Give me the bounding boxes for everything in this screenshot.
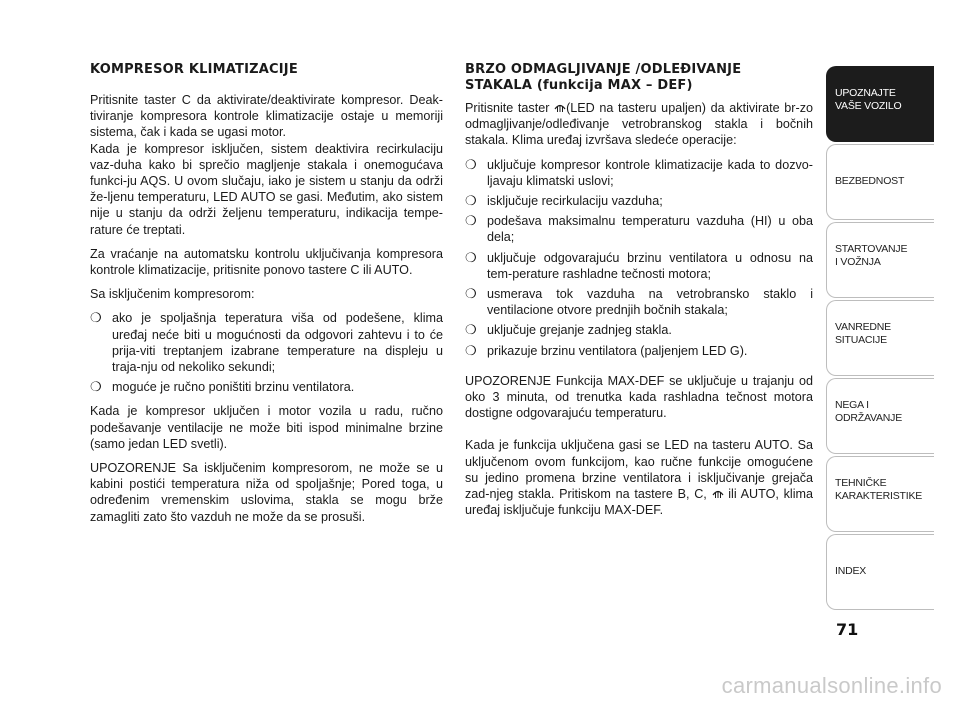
page-number: 71 (836, 620, 859, 639)
bullet-icon: ❍ (465, 156, 477, 172)
tab-vanredne-situacije[interactable]: VANREDNE SITUACIJE (826, 300, 934, 376)
list-item: ❍ ako je spoljašnja teperatura viša od podešene, klima uređaj neće biti u mogućnosti da odgovori zahtevu i to će prija-viti treptanjem izabrane temperature na displeju u traja-nju od nekoliko sekundi; (90, 310, 443, 375)
right-column (465, 62, 813, 526)
paragraph: Kada je kompresor uključen i motor vozila u radu, ručno podešavanje ventilacije ne može biti ispod minimalne brzine (samo jedan LED svetli). (90, 404, 443, 451)
paragraph: Pritisnite taster (LED na tasteru upaljen) da aktivirate br-zo odmagljivanje/odleđivanje vetrobranskog stakla i bočnih stakala. Klima uređaj izvršava sledeće operacije: (465, 101, 813, 148)
paragraph: Pritisnite taster C da aktivirate/deaktivirate kompresor. Deak-tiviranje kompresora kontrole klimatizacije ostaje u memoriji sistema, čak i kada se ugasi motor. (90, 93, 443, 140)
bullet-icon: ❍ (465, 193, 477, 209)
list-item: ❍ isključuje recirkulaciju vazduha; (465, 193, 663, 209)
warning-paragraph: UPOZORENJE Funkcija MAX-DEF se uključuje u trajanju od oko 3 minuta, od trenutka kada rashladna tečnost motora dostigne odgovarajuću temperaturu. (465, 373, 813, 421)
bullet-icon: ❍ (90, 310, 102, 326)
list-item: ❍ prikazuje brzinu ventilatora (paljenjem LED G). (465, 342, 748, 358)
list-item: ❍ uključuje grejanje zadnjeg stakla. (465, 322, 672, 338)
paragraph: Kada je kompresor isključen, sistem deaktivira recirkulaciju vaz-duha kako bi sprečio magljenje stakala i onemogućava funkci-ju AQS. U ovom slučaju, iako je sistem u stanju da održi že-ljenu temperaturu, LED AUTO se gasi. Međutim, ako sistem nije u stanju da održi željenu temperaturu, indikacija tempe-rature će treptati. (90, 141, 443, 237)
section-heading-compressor: KOMPRESOR KLIMATIZACIJE (90, 62, 298, 77)
section-heading-max-def: BRZO ODMAGLJIVANJE /ODLEĐIVANJE STAKALA (funkcija MAX – DEF) (465, 62, 742, 93)
paragraph: Sa isključenim kompresorom: (90, 287, 255, 302)
left-column (90, 62, 443, 533)
tab-index[interactable]: INDEX (826, 534, 934, 610)
windshield-defrost-icon (712, 487, 724, 499)
bullet-icon: ❍ (465, 213, 477, 229)
bullet-icon: ❍ (465, 249, 477, 265)
bullet-icon: ❍ (465, 322, 477, 338)
bullet-icon: ❍ (465, 286, 477, 302)
tab-nega-i-odrzavanje[interactable]: NEGA I ODRŽAVANJE (826, 378, 934, 454)
list-item: ❍ podešava maksimalnu temperaturu vazduha (HI) u oba dela; (465, 213, 813, 245)
tab-bezbednost[interactable]: BEZBEDNOST (826, 144, 934, 220)
watermark: carmanualsonline.info (721, 673, 942, 698)
bullet-list (90, 310, 443, 395)
windshield-defrost-icon (554, 101, 566, 113)
bullet-list (465, 157, 813, 359)
tab-upoznajte-vase-vozilo[interactable]: UPOZNAJTE VAŠE VOZILO (826, 66, 934, 142)
paragraph: Kada je funkcija uključena gasi se LED na tasteru AUTO. Sa uključenom ovom funkcijom, kao ručne funkcije omogućene su jedino promena brzine ventilatora i isključivanje grejača zad-njeg stakla. Pritiskom na tastere B, C, ili AUTO, klima uređaj isključuje funkciju MAX-DEF. (465, 438, 814, 518)
tab-tehnicke-karakteristike[interactable]: TEHNIČKE KARAKTERISTIKE (826, 456, 934, 532)
list-item: ❍ moguće je ručno poništiti brzinu ventilatora. (90, 379, 355, 395)
chapter-tabs (826, 66, 934, 612)
paragraph: Za vraćanje na automatsku kontrolu uključivanja kompresora kontrole klimatizacije, pritisnite ponovo tastere C ili AUTO. (90, 246, 443, 278)
bullet-icon: ❍ (90, 379, 102, 395)
list-item: ❍ uključuje kompresor kontrole klimatizacije kada to dozvo-ljavaju klimatski uslovi; (465, 156, 813, 188)
tab-startovanje-i-voznja[interactable]: STARTOVANJE I VOŽNJA (826, 222, 934, 298)
bullet-icon: ❍ (465, 342, 477, 358)
list-item: ❍ uključuje odgovarajuću brzinu ventilatora u odnosu na tem-perature rashladne tečnosti motora; (465, 249, 813, 281)
list-item: ❍ usmerava tok vazduha na vetrobransko staklo i ventilacione otvore prednjih bočnih stakala; (465, 286, 813, 318)
warning-paragraph: UPOZORENJE Sa isključenim kompresorom, ne može se u kabini postići temperatura niža od spoljašnje; Pored toga, u određenim vremenskim uslovima, stakla se mogu brže zamagliti zato što vazduh ne može da se prosuši. (90, 461, 443, 524)
